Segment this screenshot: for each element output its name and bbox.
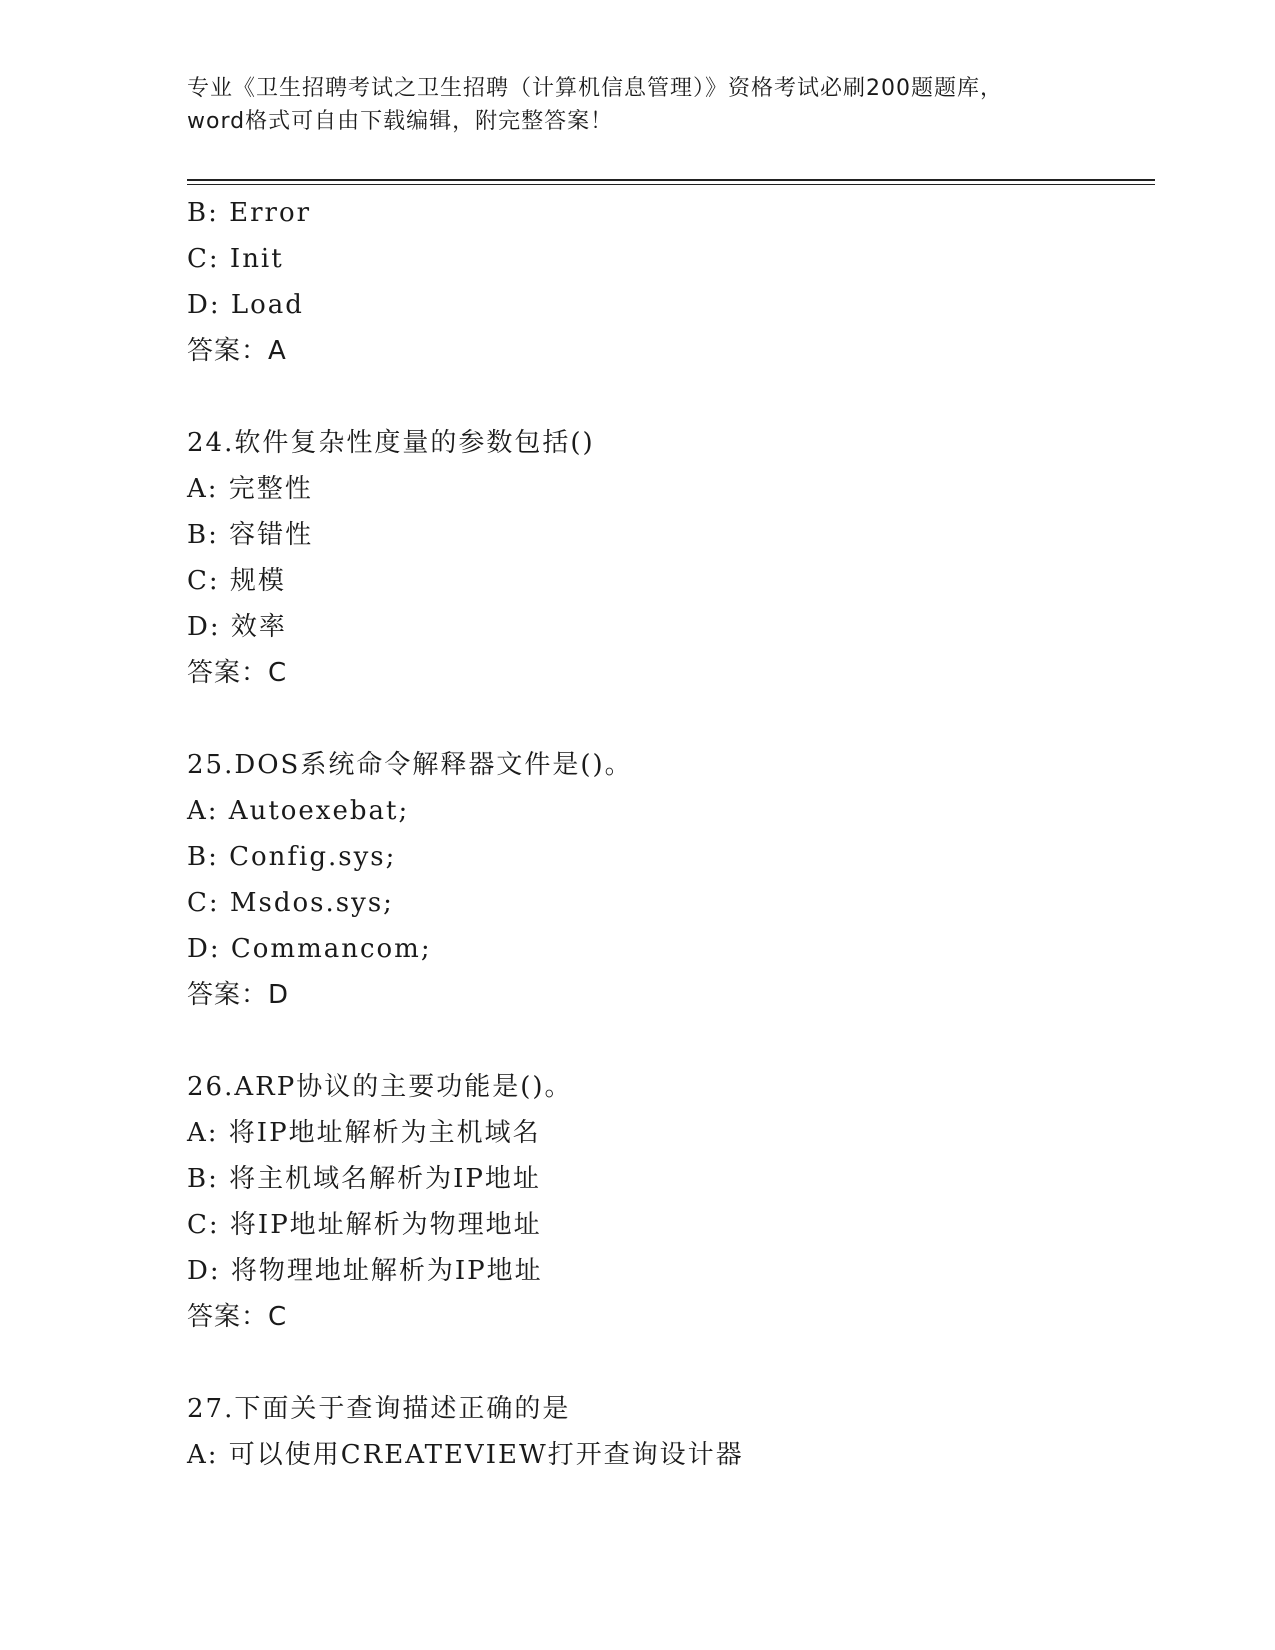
answer-line: 答案：D bbox=[187, 980, 290, 1010]
question-25 bbox=[187, 742, 1147, 1018]
option-a: A: 将IP地址解析为主机域名 bbox=[187, 1118, 541, 1148]
option-d: D: 效率 bbox=[187, 612, 287, 642]
option-b: B: Config.sys; bbox=[187, 842, 397, 872]
header-line-2: word格式可自由下载编辑，附完整答案！ bbox=[187, 109, 614, 134]
header-line-1: 专业《卫生招聘考试之卫生招聘（计算机信息管理）》资格考试必刷200题题库， bbox=[187, 76, 1003, 101]
answer-line: 答案：C bbox=[187, 658, 288, 688]
spacer bbox=[187, 1018, 1147, 1064]
question-26 bbox=[187, 1064, 1147, 1340]
question-24 bbox=[187, 420, 1147, 696]
question-27 bbox=[187, 1386, 1147, 1478]
header-divider-thick bbox=[187, 179, 1155, 181]
option-b: B: 将主机域名解析为IP地址 bbox=[187, 1164, 541, 1194]
option-a: A: 可以使用CREATEVIEW打开查询设计器 bbox=[187, 1440, 744, 1470]
option-b: B: Error bbox=[187, 198, 312, 228]
spacer bbox=[187, 374, 1147, 420]
option-c: C: Init bbox=[187, 244, 284, 274]
header-divider-thin bbox=[187, 184, 1155, 185]
option-d: D: Load bbox=[187, 290, 304, 320]
option-c: C: 将IP地址解析为物理地址 bbox=[187, 1210, 542, 1240]
document-header bbox=[187, 72, 1087, 138]
answer-line: 答案：A bbox=[187, 336, 287, 366]
question-stem: 25.DOS系统命令解释器文件是()。 bbox=[187, 750, 633, 780]
question-list bbox=[187, 190, 1147, 1478]
spacer bbox=[187, 696, 1147, 742]
option-c: C: 规模 bbox=[187, 566, 286, 596]
question-23 bbox=[187, 190, 1147, 374]
option-a: A: Autoexebat; bbox=[187, 796, 410, 826]
answer-line: 答案：C bbox=[187, 1302, 288, 1332]
option-d: D: 将物理地址解析为IP地址 bbox=[187, 1256, 543, 1286]
question-stem: 26.ARP协议的主要功能是()。 bbox=[187, 1072, 573, 1102]
option-b: B: 容错性 bbox=[187, 520, 314, 550]
option-c: C: Msdos.sys; bbox=[187, 888, 394, 918]
spacer bbox=[187, 1340, 1147, 1386]
question-stem: 24.软件复杂性度量的参数包括() bbox=[187, 428, 595, 458]
question-stem: 27.下面关于查询描述正确的是 bbox=[187, 1394, 571, 1424]
option-d: D: Commancom; bbox=[187, 934, 432, 964]
option-a: A: 完整性 bbox=[187, 474, 313, 504]
